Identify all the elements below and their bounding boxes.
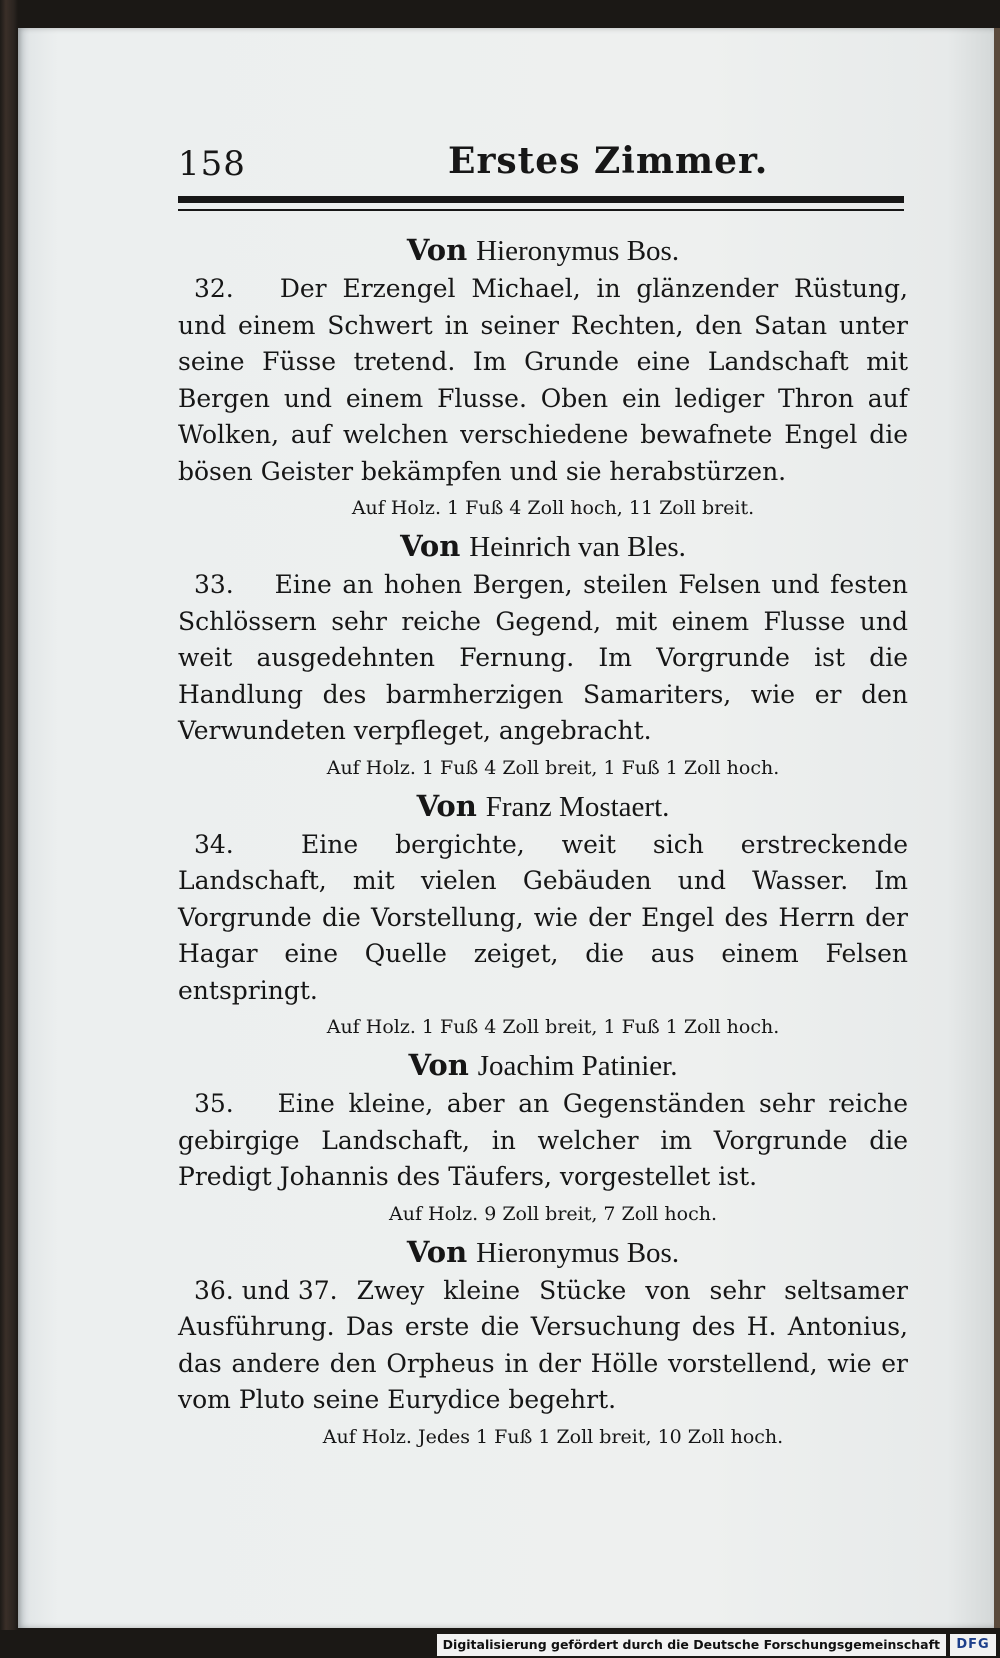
entry-description <box>178 827 908 1010</box>
entry-description <box>178 567 908 750</box>
header-rule-thin <box>178 209 904 211</box>
artist-prefix: Von <box>416 788 477 823</box>
artist-heading <box>178 786 908 827</box>
entry-medium: Auf Holz. 1 Fuß 4 Zoll hoch, 11 Zoll breit. <box>351 497 755 519</box>
entry-medium: Auf Holz. 1 Fuß 4 Zoll breit, 1 Fuß 1 Zoll hoch. <box>326 1016 780 1038</box>
page-number: 158 <box>178 144 246 184</box>
entry-medium: Auf Holz. 9 Zoll breit, 7 Zoll hoch. <box>388 1202 717 1225</box>
entry-text: Eine bergichte, weit sich erstreckende Landschaft, mit vielen Gebäuden und Wasser. Im Vorgrunde die Vorstellung, wie der Engel des Herrn der Hagar eine Quelle zeiget, die aus einem Felsen entspringt. <box>178 829 908 1005</box>
entry-medium: Auf Holz. 1 Fuß 4 Zoll breit, 1 Fuß 1 Zoll hoch. <box>326 756 780 779</box>
entry-number: 33. <box>194 570 234 599</box>
entry-number: 35. <box>194 1089 234 1118</box>
catalog-entries <box>178 230 908 1455</box>
entry-description <box>178 1086 908 1196</box>
entry-text: Eine kleine, aber an Gegenständen sehr reiche gebirgige Landschaft, in welcher im Vorgrunde die Predigt Johannis des Täufers, vorgestellet ist. <box>178 1089 908 1191</box>
artist-name: Hieronymus Bos. <box>476 1236 680 1269</box>
page-edge <box>994 28 1000 1628</box>
entry-medium: Auf Holz. Jedes 1 Fuß 1 Zoll breit, 10 Zoll hoch. <box>322 1425 784 1448</box>
running-head <box>178 140 908 190</box>
entry-description <box>178 271 908 490</box>
entry-text: Der Erzengel Michael, in glänzender Rüstung, und einem Schwert in seiner Rechten, den Satan unter seine Füsse tretend. Im Grunde eine Landschaft mit Bergen und einem Flusse. Oben ein lediger Thron auf Wolken, auf welchen verschiedene bewafnete Engel die bösen Geister bekämpfen und sie herabstürzen. <box>178 274 908 486</box>
header-rule-thick <box>178 196 904 203</box>
artist-name: Heinrich van Bles. <box>469 531 686 563</box>
artist-heading <box>178 1232 908 1273</box>
entry-text: Zwey kleine Stücke von sehr seltsamer Ausführung. Das erste die Versuchung des H. Antonius, das andere den Orpheus in der Hölle vorstellend, wie er vom Pluto seine Eurydice begehrt. <box>178 1275 909 1414</box>
artist-prefix: Von <box>400 529 461 563</box>
running-title: Erstes Zimmer. <box>448 140 769 182</box>
artist-heading <box>178 230 908 271</box>
artist-name: Franz Mostaert. <box>485 790 670 823</box>
funding-credit: Digitalisierung gefördert durch die Deutsche Forschungsgemeinschaft <box>437 1634 946 1656</box>
entry-number: 36. und 37. <box>194 1275 338 1305</box>
entry-number: 34. <box>194 829 234 859</box>
artist-prefix: Von <box>406 1234 468 1269</box>
artist-heading <box>178 526 908 567</box>
artist-name: Joachim Patinier. <box>477 1050 678 1082</box>
artist-prefix: Von <box>408 1048 469 1082</box>
artist-name: Hieronymus Bos. <box>476 235 680 267</box>
entry-number: 32. <box>194 274 234 303</box>
entry-description <box>178 1273 908 1419</box>
entry-text: Eine an hohen Bergen, steilen Felsen und festen Schlössern sehr reiche Gegend, mit einem Flusse und weit ausgedehnten Fernung. Im Vorgrunde ist die Handlung des barmherzigen Samariters, wie er den Verwundeten verpfleget, angebracht. <box>178 570 909 745</box>
dfg-logo: DFG <box>950 1634 996 1656</box>
artist-prefix: Von <box>406 233 468 267</box>
artist-heading <box>178 1045 908 1086</box>
